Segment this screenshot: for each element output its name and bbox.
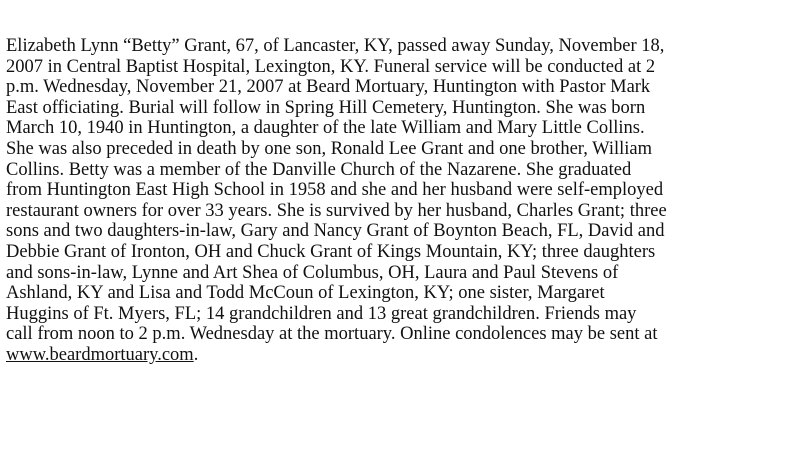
mortuary-website-link[interactable]: www.beardmortuary.com	[6, 344, 194, 365]
text-line: March 10, 1940 in Huntington, a daughter of the late William and Mary Little Collins.	[6, 118, 645, 139]
obituary-text	[6, 36, 796, 366]
text-line: East officiating. Burial will follow in Spring Hill Cemetery, Huntington. She was born	[6, 97, 646, 118]
text-line: Debbie Grant of Ironton, OH and Chuck Grant of Kings Mountain, KY; three daughters	[6, 241, 656, 262]
text-line: p.m. Wednesday, November 21, 2007 at Beard Mortuary, Huntington with Pastor Mark	[6, 77, 651, 98]
text-line: She was also preceded in death by one son, Ronald Lee Grant and one brother, William	[6, 138, 653, 159]
last-line	[6, 345, 796, 366]
text-line: call from noon to 2 p.m. Wednesday at the mortuary. Online condolences may be sent at	[6, 324, 658, 345]
text-line: from Huntington East High School in 1958 and she and her husband were self-employed	[6, 180, 664, 201]
text-line: Collins. Betty was a member of the Danville Church of the Nazarene. She graduated	[6, 159, 632, 180]
text-line: restaurant owners for over 33 years. She is survived by her husband, Charles Grant; three	[6, 200, 667, 221]
text-line: Elizabeth Lynn “Betty” Grant, 67, of Lancaster, KY, passed away Sunday, November 18,	[6, 36, 665, 56]
link-suffix: .	[193, 344, 199, 365]
text-line: and sons-in-law, Lynne and Art Shea of Columbus, OH, Laura and Paul Stevens of	[6, 262, 619, 283]
text-line: Ashland, KY and Lisa and Todd McCoun of Lexington, KY; one sister, Margaret	[6, 283, 605, 304]
text-line: Huggins of Ft. Myers, FL; 14 grandchildren and 13 great grandchildren. Friends may	[6, 303, 637, 324]
text-line: sons and two daughters-in-law, Gary and Nancy Grant of Boynton Beach, FL, David and	[6, 221, 665, 242]
text-line: 2007 in Central Baptist Hospital, Lexington, KY. Funeral service will be conducted at 2	[6, 56, 656, 77]
